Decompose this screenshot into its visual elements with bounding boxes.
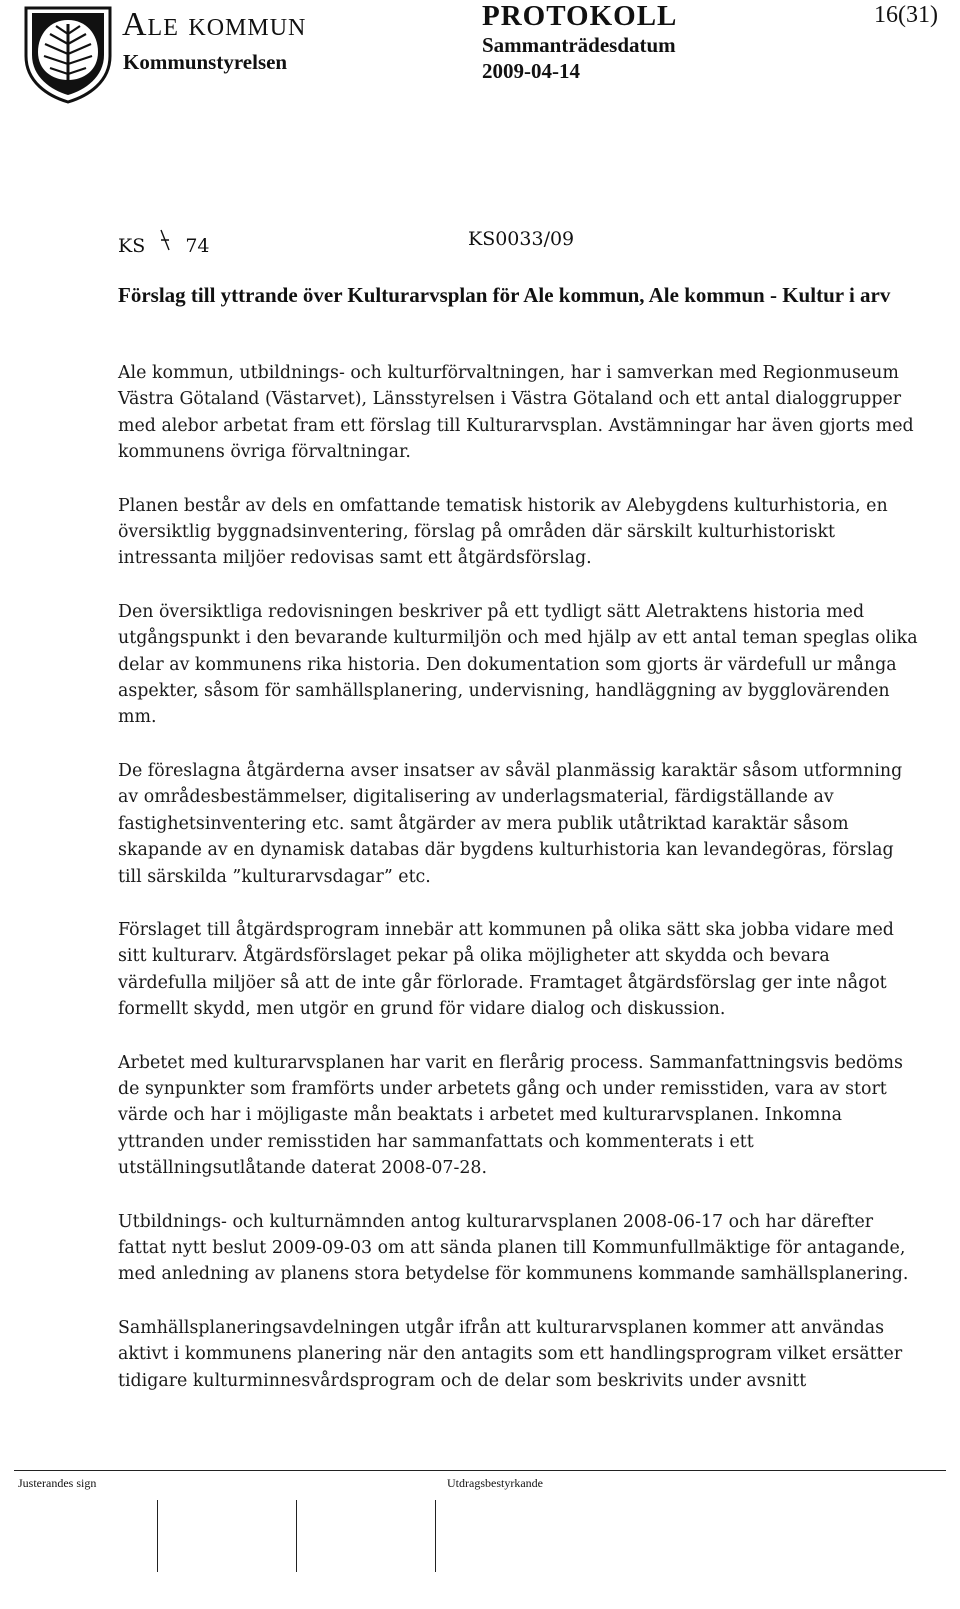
body-paragraph: Arbetet med kulturarvsplanen har varit en flerårig process. Sammanfattningsvis bedöms de synpunkter som framförts under arbetets gång och under remisstiden, vara av stort värde och har i möjligaste mån beaktats i arbetet med kulturarvsplanen. Inkomna yttranden under remisstiden har sammanfattats och kommenterats i ett utställningsutlåtande daterat 2008-07-28. [118, 1052, 903, 1179]
document-type: PROTOKOLL [482, 0, 678, 32]
meeting-date-label: Sammanträdesdatum [482, 33, 676, 57]
body-paragraph: Planen består av dels en omfattande tematisk historik av Alebygdens kulturhistoria, en översiktlig byggnadsinventering, förslag på områden där särskilt kulturhistoriskt intressanta miljöer redovisas samt ett åtgärdsförslag. [118, 495, 888, 569]
diary-number: KS0033/09 [468, 228, 575, 250]
signature-box-divider [435, 1500, 436, 1572]
page-number: 16(31) [874, 2, 938, 28]
body-paragraph: Samhällsplaneringsavdelningen utgår ifrån att kulturarvsplanen kommer att användas aktivt i kommunens planering när den antagits som ett handlingsprogram vilket ersätter tidigare kulturminnesvårdsprogram och de delar som beskrivits under avsnitt [118, 1317, 903, 1391]
body-paragraph: Ale kommun, utbildnings- och kulturförvaltningen, har i samverkan med Regionmuseum Västra Götaland (Västarvet), Länsstyrelsen i Västra Götaland och ett antal dialoggrupper med alebor arbetat fram ett förslag till Kulturarvsplan. Avstämningar har även gjorts med kommunens övriga förvaltningar. [118, 363, 914, 463]
justerandes-sign-label: Justerandes sign [18, 1476, 97, 1490]
meeting-date: 2009-04-14 [482, 59, 580, 83]
tree-shield-icon [22, 4, 114, 104]
signature-box-divider [157, 1500, 158, 1572]
body-paragraph: Utbildnings- och kulturnämnden antog kulturarvsplanen 2008-06-17 och har därefter fattat nytt beslut 2009-09-03 om att sända planen till Kommunfullmäktige för antagande, med anledning av planens stora betydelse för kommunens kommande samhällsplanering. [118, 1211, 909, 1285]
item-title: Förslag till yttrande över Kulturarvsplan för Ale kommun, Ale kommun - Kultur i arv [118, 283, 891, 307]
municipality-logo [22, 4, 114, 104]
case-number: 74 [185, 235, 210, 257]
body-paragraph: De föreslagna åtgärderna avser insatser av såväl planmässig karaktär såsom utformning av områdesbestämmelser, digitalisering av underlagsmaterial, färdigställande av fastighetsinventering etc. samt åtgärder av mera publik utåtriktad karaktär såsom skapande av en dynamisk databas där bygdens kulturhistoria kan levandegöras, förslag till särskilda ”kulturarvsdagar” etc. [118, 760, 903, 887]
case-prefix: KS [118, 235, 146, 257]
utdragsbestyrkande-label: Utdragsbestyrkande [447, 1476, 543, 1490]
case-reference [118, 228, 575, 257]
section-sign-icon [159, 228, 171, 257]
document-body [118, 360, 918, 1421]
body-paragraph: Förslaget till åtgärdsprogram innebär att kommunen på olika sätt ska jobba vidare med sitt kulturarv. Åtgärdsförslaget pekar på olika möjligheter att skydda och bevara värdefulla miljöer så att de inte går förlorade. Framtaget åtgärdsförslag ger inte något formellt skydd, men utgör en grund för vidare dialog och diskussion. [118, 919, 894, 1020]
signature-box-divider [296, 1500, 297, 1572]
organization-name: Ale kommun [122, 6, 307, 43]
body-paragraph: Den översiktliga redovisningen beskriver på ett tydligt sätt Aletraktens historia med utgångspunkt i den bevarande kulturmiljön och med hjälp av ett antal teman speglas olika delar av kommunens rika historia. Den dokumentation som gjorts är värdefull ur många aspekter, såsom för samhällsplanering, undervisning, handläggning av bygglovärenden mm. [118, 601, 918, 728]
footer-divider [14, 1470, 946, 1471]
organization-department: Kommunstyrelsen [123, 50, 288, 74]
